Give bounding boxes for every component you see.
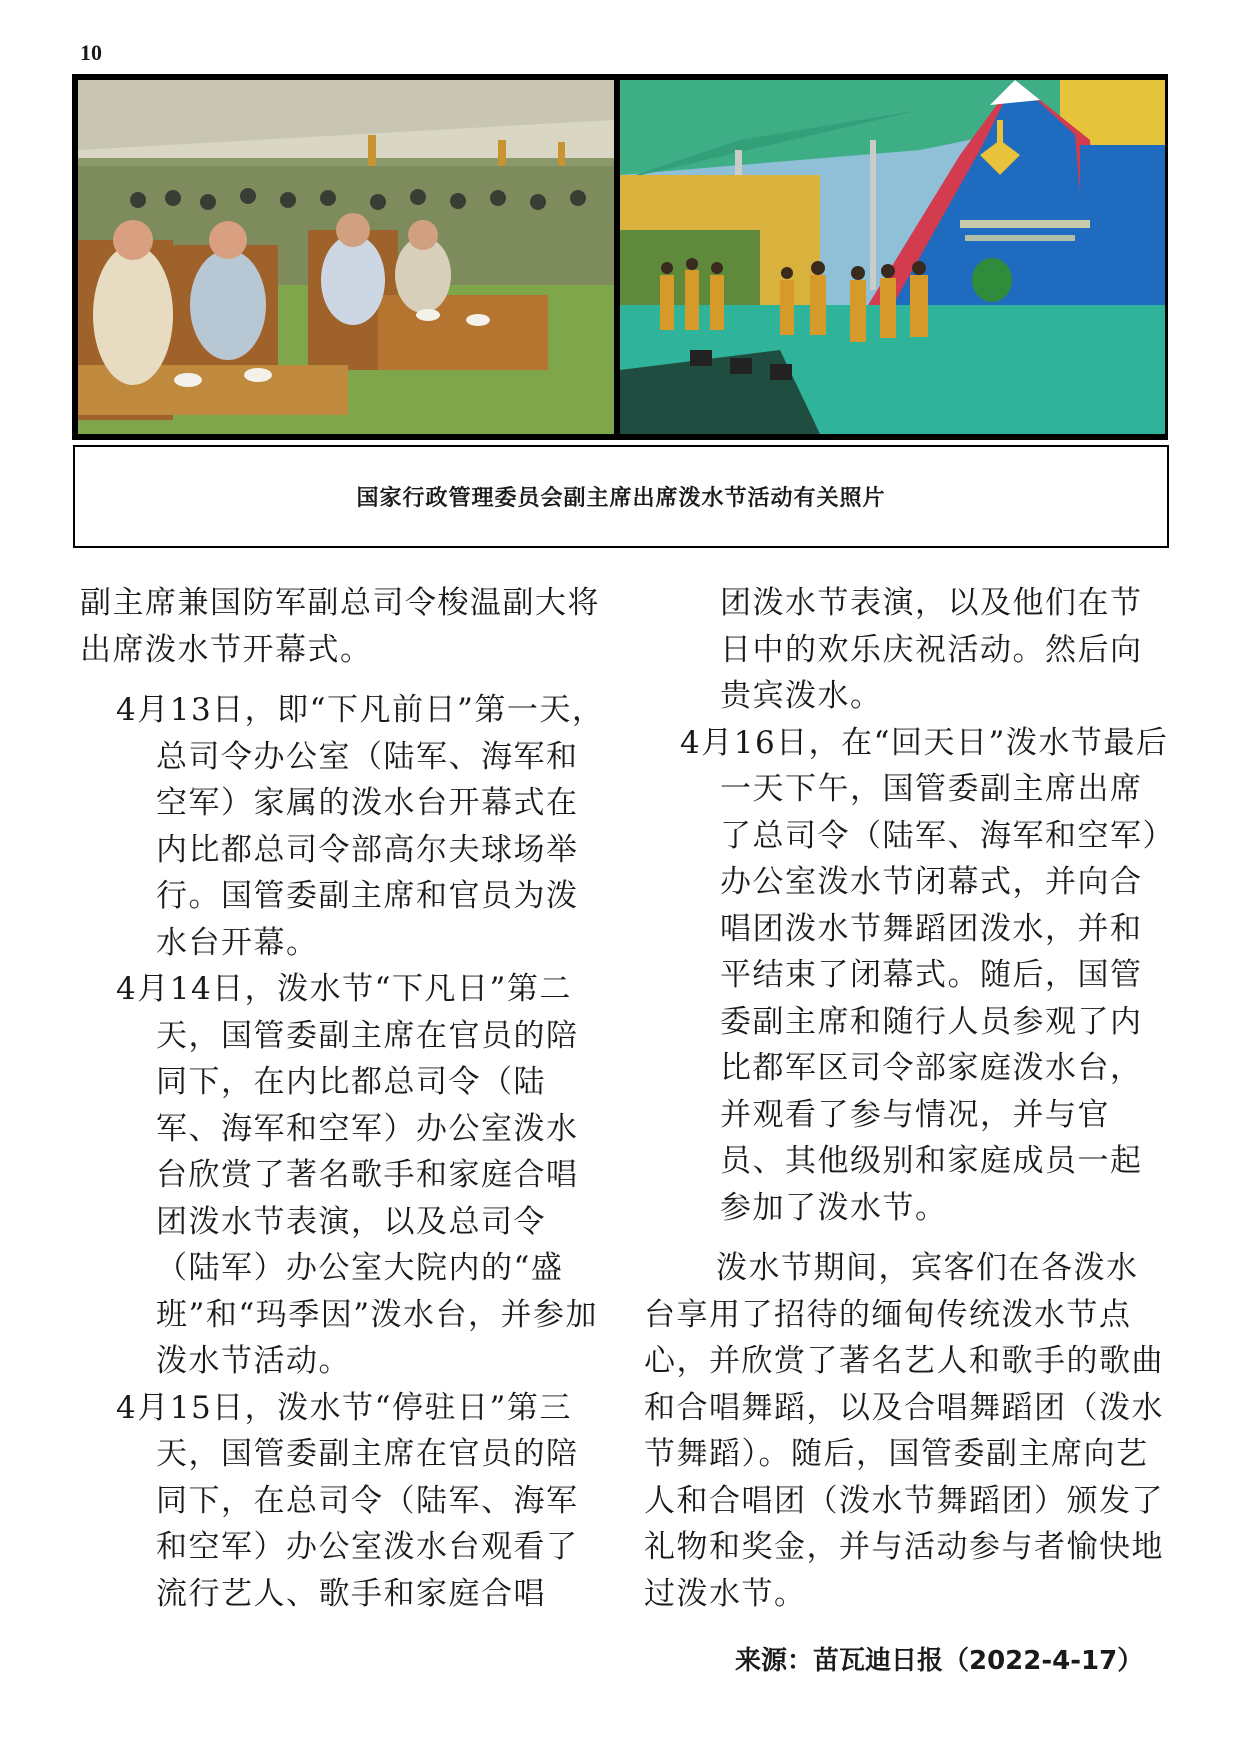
page-number: 10: [80, 40, 102, 65]
paragraph-april-13: 4月13日，即“下凡前日”第一天，总司令办公室（陆军、海军和空军）家属的泼水台开幕式在内比都总司令部高尔夫球场举行。国管委副主席和官员为泼水台开幕。: [116, 692, 605, 961]
left-column: [80, 580, 610, 1617]
paragraph-festival-summary: 泼水节期间，宾客们在各泼水台享用了招待的缅甸传统泼水节点心，并欣赏了著名艺人和歌手的歌曲和合唱舞蹈，以及合唱舞蹈团（泼水节舞蹈）。随后，国管委副主席向艺人和合唱团（泼水节舞蹈团）颁发了礼物和奖金，并与活动参与者愉快地过泼水节。: [644, 1250, 1164, 1612]
photo-audience-seated: [78, 80, 614, 434]
source-credit: 来源：苗瓦迪日报（2022-4-17）: [735, 1646, 1144, 1676]
paragraph: 副主席兼国防军副总司令梭温副大将出席泼水节开幕式。: [80, 585, 600, 668]
caption-box: [73, 445, 1169, 548]
right-column: [644, 580, 1169, 1617]
paragraph-april-15: 4月15日，泼水节“停驻日”第三天，国管委副主席在官员的陪同下，在总司令（陆军、海军和空军）办公室泼水台观看了流行艺人、歌手和家庭合唱: [116, 1389, 579, 1612]
photo-caption: 国家行政管理委员会副主席出席泼水节活动有关照片: [356, 486, 886, 511]
paragraph-april-14: 4月14日，泼水节“下凡日”第二天，国管委副主席在官员的陪同下，在内比都总司令（陆军、海军和空军）办公室泼水台欣赏了著名歌手和家庭合唱团泼水节表演，以及总司令（陆军）办公室大院内的“盛班”和“玛季因”泼水台，并参加泼水节活动。: [116, 971, 599, 1379]
photo-strip: [72, 74, 1168, 440]
photo-dance-performance: [620, 80, 1165, 434]
paragraph-april-16: 4月16日，在“回天日”泼水节最后一天下午，国管委副主席出席了总司令（陆军、海军和空军）办公室泼水节闭幕式，并向合唱团泼水节舞蹈团泼水，并和平结束了闭幕式。随后，国管委副主席和随行人员参观了内比都军区司令部家庭泼水台，并观看了参与情况，并与官员、其他级别和家庭成员一起参加了泼水节。: [680, 724, 1169, 1226]
paragraph-continued: 团泼水节表演，以及他们在节日中的欢乐庆祝活动。然后向贵宾泼水。: [720, 585, 1143, 714]
